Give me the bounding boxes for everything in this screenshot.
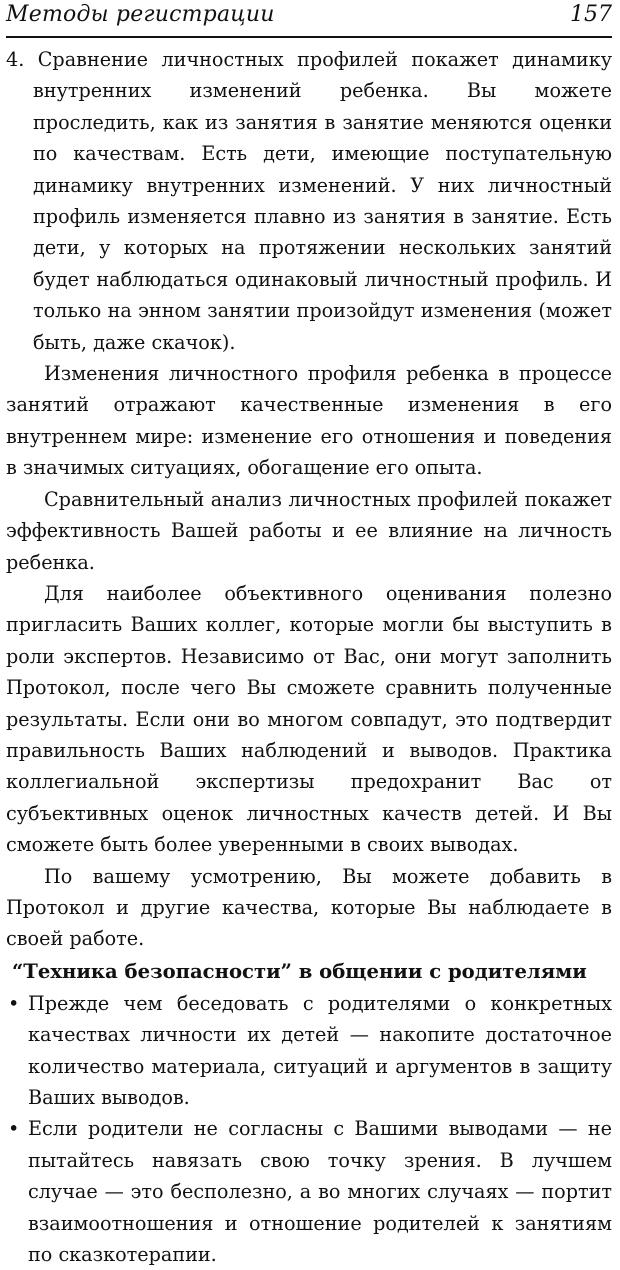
paragraph: Сравнительный анализ личностных профилей покажет эффективность Вашей работы и ее влияние на личность ребенка.: [6, 487, 612, 574]
paragraph: По вашему усмотрению, Вы можете добавить в Протокол и другие качества, которые Вы наблюдаете в своей работе.: [6, 864, 612, 951]
list-item-text: Прежде чем беседовать с родителями о конкретных качествах личности их детей — накопите достаточное количество материала, ситуаций и аргументов в защиту Ваших выводов.: [28, 991, 612, 1109]
page-body: [6, 44, 612, 1270]
bullet-list: [6, 988, 612, 1270]
paragraph: Изменения личностного профиля ребенка в процессе занятий отражают качественные изменения в его внутреннем мире: изменение его отношения и поведения в значимых ситуациях, обогащение его опыта.: [6, 362, 612, 480]
list-item: [6, 988, 612, 1114]
section-heading: “Техника безопасности” в общении с родителями: [12, 959, 587, 983]
bullet-icon: •: [8, 1117, 20, 1141]
page-header: [6, 0, 612, 38]
page-number: 157: [570, 2, 612, 27]
paragraph: Для наиболее объективного оценивания полезно пригласить Ваших коллег, которые могли бы выступить в роли экспертов. Независимо от Вас, они могут заполнить Протокол, после чего Вы сможете сравнить полученные результаты. Если они во многом совпадут, это подтвердит правильность Ваших наблюдений и выводов. Практика коллегиальной экспертизы предохранит Вас от субъективных оценок личностных качеств детей. И Вы сможете быть более уверенными в своих выводах.: [6, 581, 612, 857]
running-title: Методы регистрации: [6, 2, 275, 27]
list-item: [6, 1113, 612, 1270]
numbered-paragraph: 4. Сравнение личностных профилей покажет динамику внутренних изменений ребенка. Вы можете проследить, как из занятия в занятие меняются оценки по качествам. Есть дети, имеющие поступательную динамику внутренних изменений. У них личностный профиль изменяется плавно из занятия в занятие. Есть дети, у которых на протяжении нескольких занятий будет наблюдаться одинаковый личностный профиль. И только на энном занятии произойдут изменения (может быть, даже скачок).: [6, 48, 612, 354]
list-item-text: Если родители не согласны с Вашими выводами — не пытайтесь навязать свою точку зрения. В лучшем случае — это бесполезно, а во многих случаях — портит взаимоотношения и отношение родителей к занятиям по сказкотерапии.: [28, 1117, 612, 1267]
bullet-icon: •: [8, 991, 20, 1015]
